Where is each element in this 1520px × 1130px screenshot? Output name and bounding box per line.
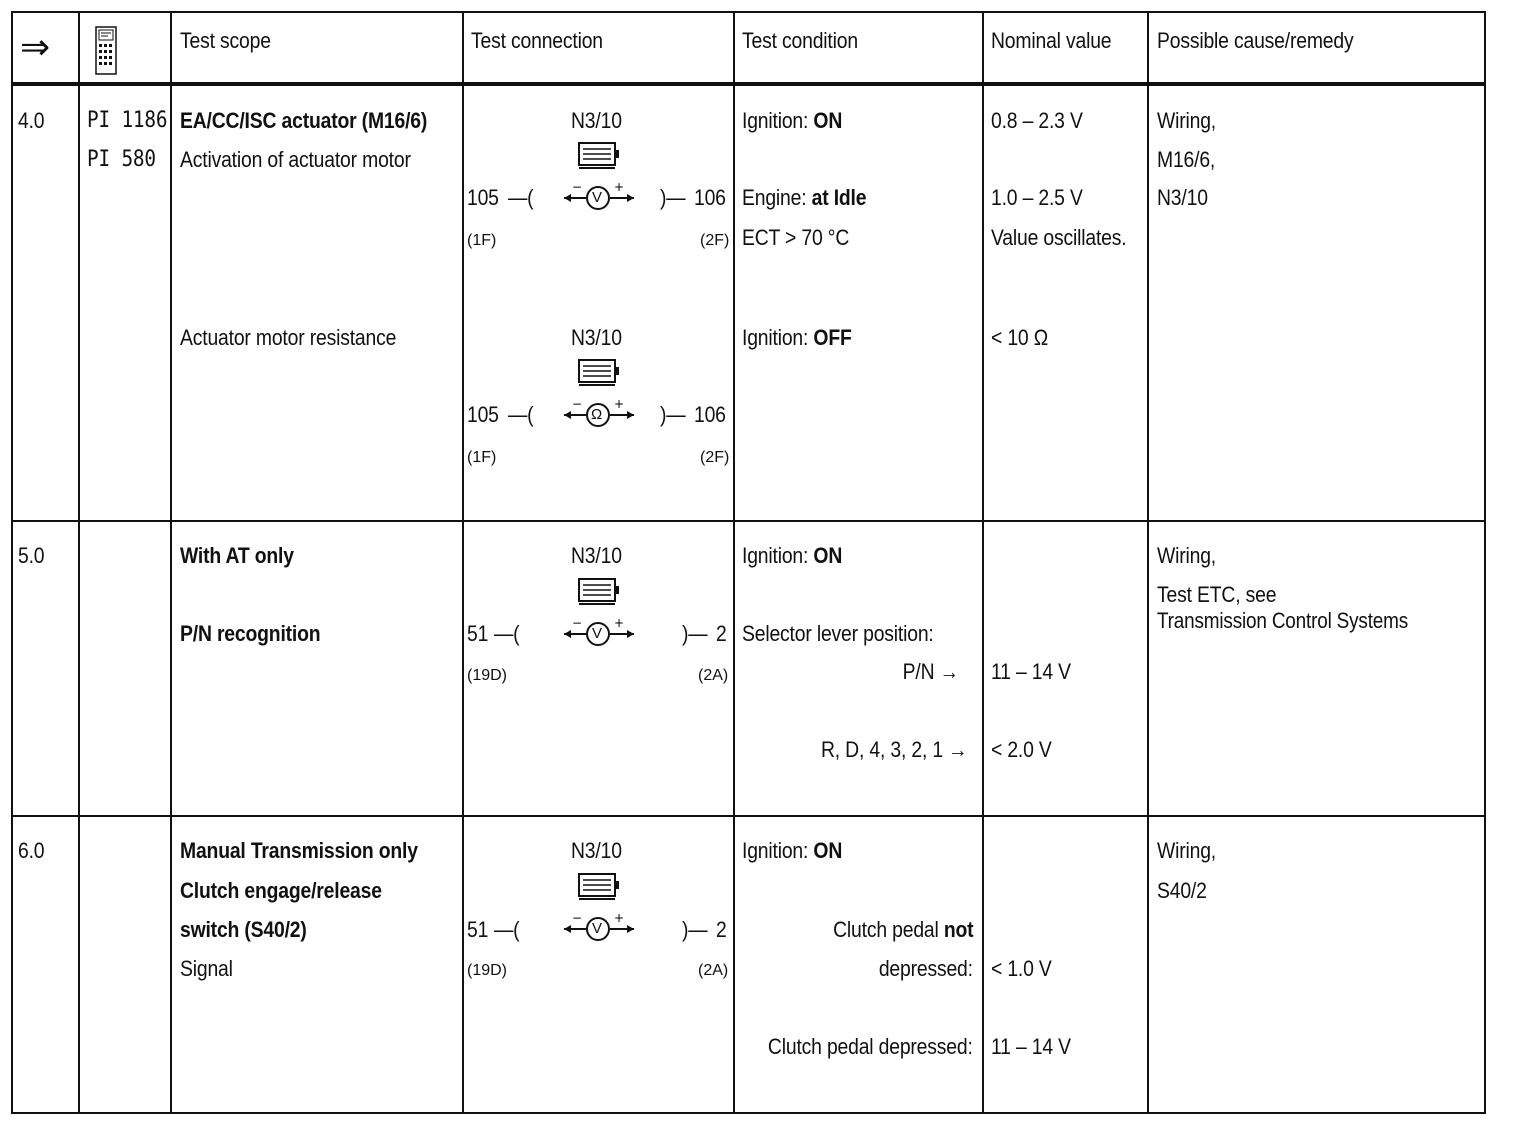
test-condition: Clutch pedal not: [832, 917, 973, 942]
nominal-value: 11 – 14 V: [991, 659, 1071, 684]
meter-symbol: V: [592, 920, 603, 937]
possible-cause: N3/10: [1157, 185, 1208, 210]
test-condition: Engine: at Idle: [742, 185, 867, 210]
scope-title: With AT only: [180, 543, 294, 568]
svg-text:+: +: [614, 618, 625, 630]
module-label: N3/10: [571, 543, 622, 568]
scope-title: switch (S40/2): [180, 917, 307, 942]
pin-number: 105: [467, 402, 499, 427]
test-condition: Clutch pedal depressed:: [768, 1034, 973, 1059]
nominal-value: Value oscillates.: [991, 225, 1127, 250]
test-condition: P/N →: [902, 659, 959, 684]
pin-sublabel: (2A): [698, 667, 729, 684]
possible-cause: Transmission Control Systems: [1157, 608, 1409, 633]
connector-right-symbol: )—: [682, 917, 708, 942]
svg-text:+: +: [614, 182, 625, 194]
scope-subtitle: Actuator motor resistance: [180, 325, 397, 350]
pin-sublabel: (19D): [467, 667, 508, 684]
header-test-scope: Test scope: [180, 28, 271, 53]
svg-text:−: −: [572, 618, 583, 630]
scope-subtitle: Activation of actuator motor: [180, 147, 411, 172]
pin-sublabel: (2F): [700, 449, 730, 466]
step-number: 6.0: [18, 838, 45, 863]
control-module-icon: [577, 358, 621, 388]
pin-number: 51: [467, 621, 489, 646]
pi-code: PI 580: [87, 147, 156, 172]
test-condition: R, D, 4, 3, 2, 1 →: [820, 737, 967, 762]
pin-sublabel: (2A): [698, 962, 729, 979]
nominal-value: 1.0 – 2.5 V: [991, 185, 1083, 210]
pin-number: 105: [467, 185, 499, 210]
pin-number: 2: [716, 917, 727, 942]
connector-left-symbol: —(: [494, 917, 520, 942]
pin-sublabel: (2F): [700, 232, 730, 249]
test-condition: Ignition: ON: [742, 108, 843, 133]
scope-subtitle: P/N recognition: [180, 621, 321, 646]
possible-cause: Wiring,: [1157, 108, 1217, 133]
header-possible-cause: Possible cause/remedy: [1157, 28, 1354, 53]
test-condition: ECT > 70 °C: [742, 225, 850, 250]
nominal-value: < 1.0 V: [991, 956, 1052, 981]
test-condition: Ignition: OFF: [742, 325, 852, 350]
meter-symbol: Ω: [591, 406, 603, 423]
nominal-value: 11 – 14 V: [991, 1034, 1071, 1059]
svg-text:−: −: [572, 399, 583, 411]
pin-sublabel: (19D): [467, 962, 508, 979]
svg-text:−: −: [572, 913, 583, 925]
module-label: N3/10: [571, 325, 622, 350]
possible-cause: Wiring,: [1157, 543, 1217, 568]
pin-sublabel: (1F): [467, 449, 497, 466]
header-test-connection: Test connection: [471, 28, 603, 53]
pin-number: 106: [694, 185, 726, 210]
possible-cause: M16/6,: [1157, 147, 1216, 172]
connector-left-symbol: —(: [508, 402, 534, 427]
svg-text:+: +: [614, 913, 625, 925]
possible-cause: Test ETC, see: [1157, 582, 1277, 607]
arrow-icon: ⇒: [20, 27, 51, 68]
svg-text:+: +: [614, 399, 625, 411]
connector-left-symbol: —(: [494, 621, 520, 646]
pin-number: 2: [716, 621, 727, 646]
test-condition: depressed:: [878, 956, 973, 981]
scope-title: Manual Transmission only: [180, 838, 418, 863]
control-module-icon: [577, 577, 621, 607]
nominal-value: < 10 Ω: [991, 325, 1049, 350]
module-label: N3/10: [571, 838, 622, 863]
scope-subtitle: Signal: [180, 956, 233, 981]
test-condition: Selector lever position:: [742, 621, 934, 646]
connector-left-symbol: —(: [508, 185, 534, 210]
pin-number: 106: [694, 402, 726, 427]
step-number: 5.0: [18, 543, 45, 568]
step-number: 4.0: [18, 108, 45, 133]
scope-title: Clutch engage/release: [180, 878, 382, 903]
header-test-condition: Test condition: [742, 28, 858, 53]
possible-cause: Wiring,: [1157, 838, 1217, 863]
svg-text:−: −: [572, 182, 583, 194]
connector-right-symbol: )—: [660, 185, 686, 210]
scope-title: EA/CC/ISC actuator (M16/6): [180, 108, 428, 133]
meter-symbol: V: [592, 189, 603, 206]
connector-right-symbol: )—: [682, 621, 708, 646]
test-condition: Ignition: ON: [742, 838, 843, 863]
connector-right-symbol: )—: [660, 402, 686, 427]
module-label: N3/10: [571, 108, 622, 133]
nominal-value: < 2.0 V: [991, 737, 1052, 762]
pi-code: PI 1186: [87, 108, 168, 133]
nominal-value: 0.8 – 2.3 V: [991, 108, 1083, 133]
pin-sublabel: (1F): [467, 232, 497, 249]
header-nominal-value: Nominal value: [991, 28, 1112, 53]
pin-number: 51: [467, 917, 489, 942]
possible-cause: S40/2: [1157, 878, 1207, 903]
control-module-icon: [577, 872, 621, 902]
meter-symbol: V: [592, 625, 603, 642]
test-condition: Ignition: ON: [742, 543, 843, 568]
tester-device-icon: [94, 26, 118, 76]
control-module-icon: [577, 141, 621, 171]
